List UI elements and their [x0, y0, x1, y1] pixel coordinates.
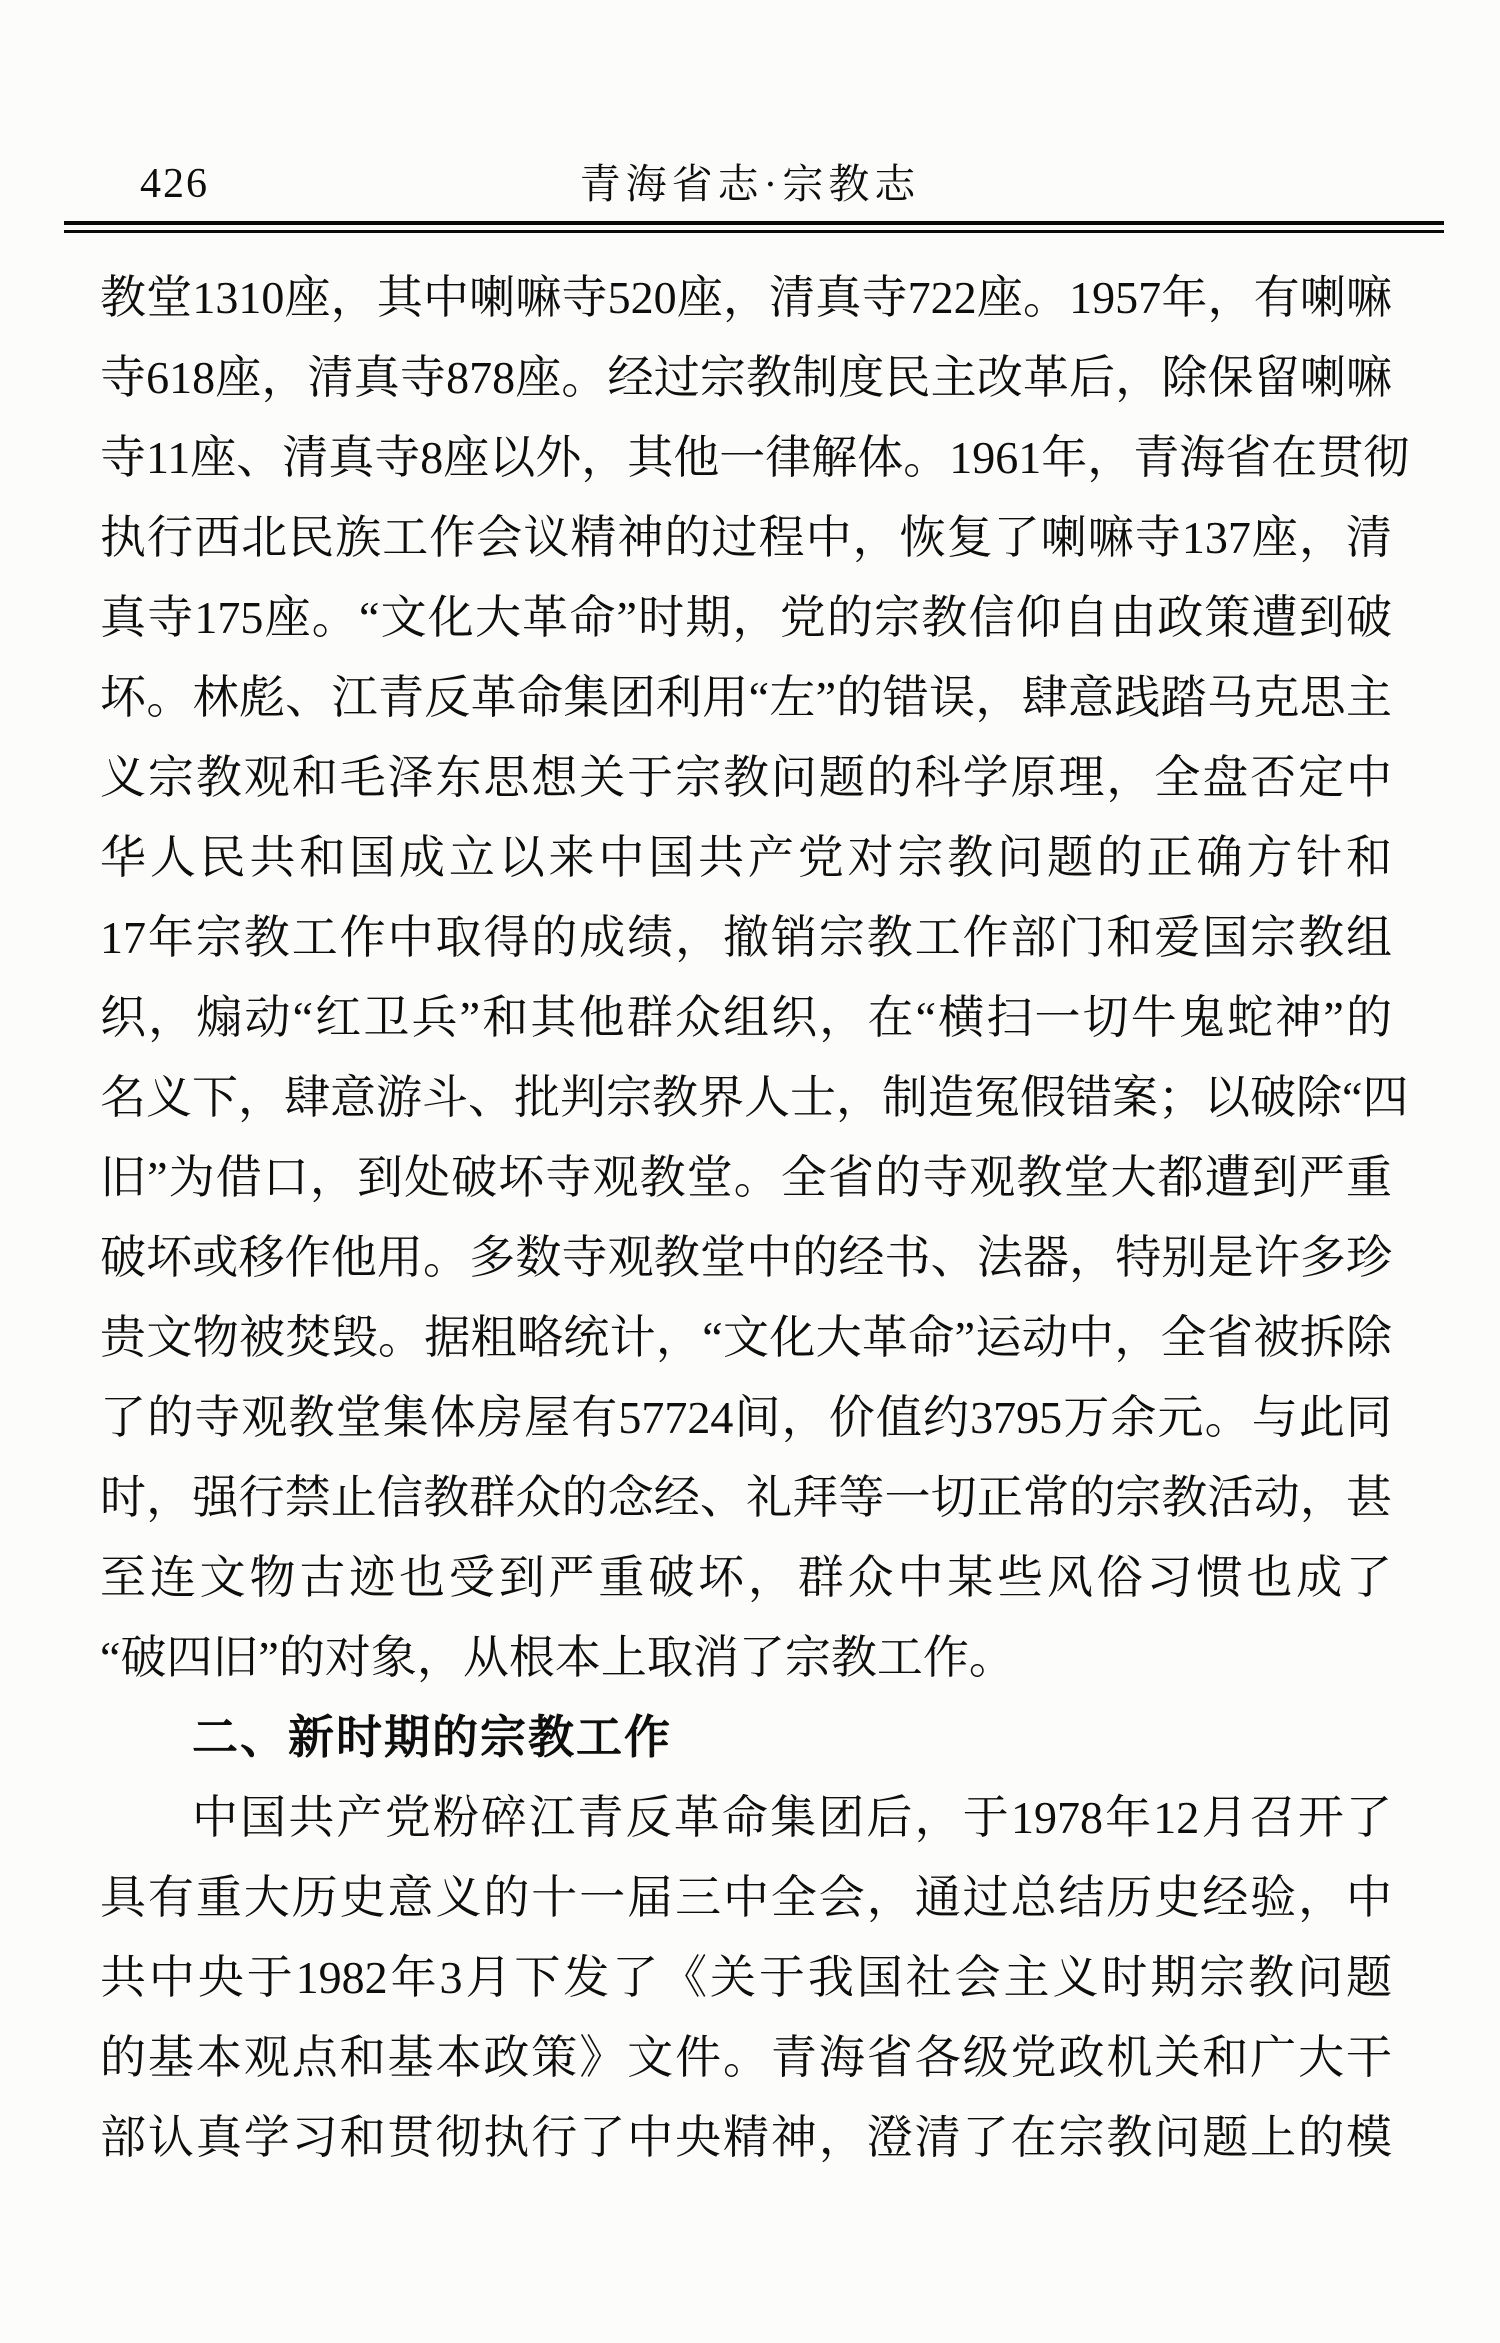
- text-line: 执行西北民族工作会议精神的过程中，恢复了喇嘛寺137座，清: [100, 512, 1392, 563]
- book-title: 青海省志·宗教志: [579, 161, 921, 207]
- text-line: 破坏或移作他用。多数寺观教堂中的经书、法器，特别是许多珍: [100, 1232, 1392, 1283]
- text-line: 教堂1310座，其中喇嘛寺520座，清真寺722座。1957年，有喇嘛: [100, 272, 1392, 323]
- text-line: 的基本观点和基本政策》文件。青海省各级党政机关和广大干: [100, 2032, 1392, 2083]
- text-line: 共中央于1982年3月下发了《关于我国社会主义时期宗教问题: [100, 1952, 1392, 2003]
- text-line: 17年宗教工作中取得的成绩，撤销宗教工作部门和爱国宗教组: [100, 912, 1392, 963]
- text-line: 寺11座、清真寺8座以外，其他一律解体。1961年，青海省在贯彻: [100, 432, 1410, 483]
- text-line: 了的寺观教堂集体房屋有57724间，价值约3795万余元。与此同: [100, 1392, 1392, 1443]
- text-line: 义宗教观和毛泽东思想关于宗教问题的科学原理，全盘否定中: [100, 752, 1392, 803]
- text-line: 寺618座，清真寺878座。经过宗教制度民主改革后，除保留喇嘛: [100, 352, 1392, 403]
- text-line: 中国共产党粉碎江青反革命集团后，于1978年12月召开了: [192, 1792, 1392, 1843]
- text-line: 名义下，肆意游斗、批判宗教界人士，制造冤假错案；以破除“四: [100, 1072, 1409, 1123]
- text-line: 旧”为借口，到处破坏寺观教堂。全省的寺观教堂大都遭到严重: [100, 1152, 1392, 1203]
- text-line: 真寺175座。“文化大革命”时期，党的宗教信仰自由政策遭到破: [100, 592, 1392, 643]
- text-line: 织，煽动“红卫兵”和其他群众组织，在“横扫一切牛鬼蛇神”的: [100, 992, 1392, 1043]
- text-line: 华人民共和国成立以来中国共产党对宗教问题的正确方针和: [100, 832, 1392, 883]
- text-line: 至连文物古迹也受到严重破坏，群众中某些风俗习惯也成了: [100, 1552, 1392, 1603]
- page-body: [100, 258, 1410, 2178]
- section-heading: 二、新时期的宗教工作: [192, 1712, 672, 1763]
- header-divider-rule: [64, 221, 1444, 233]
- text-line: 贵文物被焚毁。据粗略统计，“文化大革命”运动中，全省被拆除: [100, 1312, 1392, 1363]
- page-number: 426: [140, 161, 209, 207]
- text-line: 部认真学习和贯彻执行了中央精神，澄清了在宗教问题上的模: [100, 2112, 1392, 2163]
- text-line: 具有重大历史意义的十一届三中全会，通过总结历史经验，中: [100, 1872, 1392, 1923]
- text-line: 坏。林彪、江青反革命集团利用“左”的错误，肆意践踏马克思主: [100, 672, 1392, 723]
- text-line: 时，强行禁止信教群众的念经、礼拜等一切正常的宗教活动，甚: [100, 1472, 1392, 1523]
- text-line: “破四旧”的对象，从根本上取消了宗教工作。: [100, 1632, 1015, 1683]
